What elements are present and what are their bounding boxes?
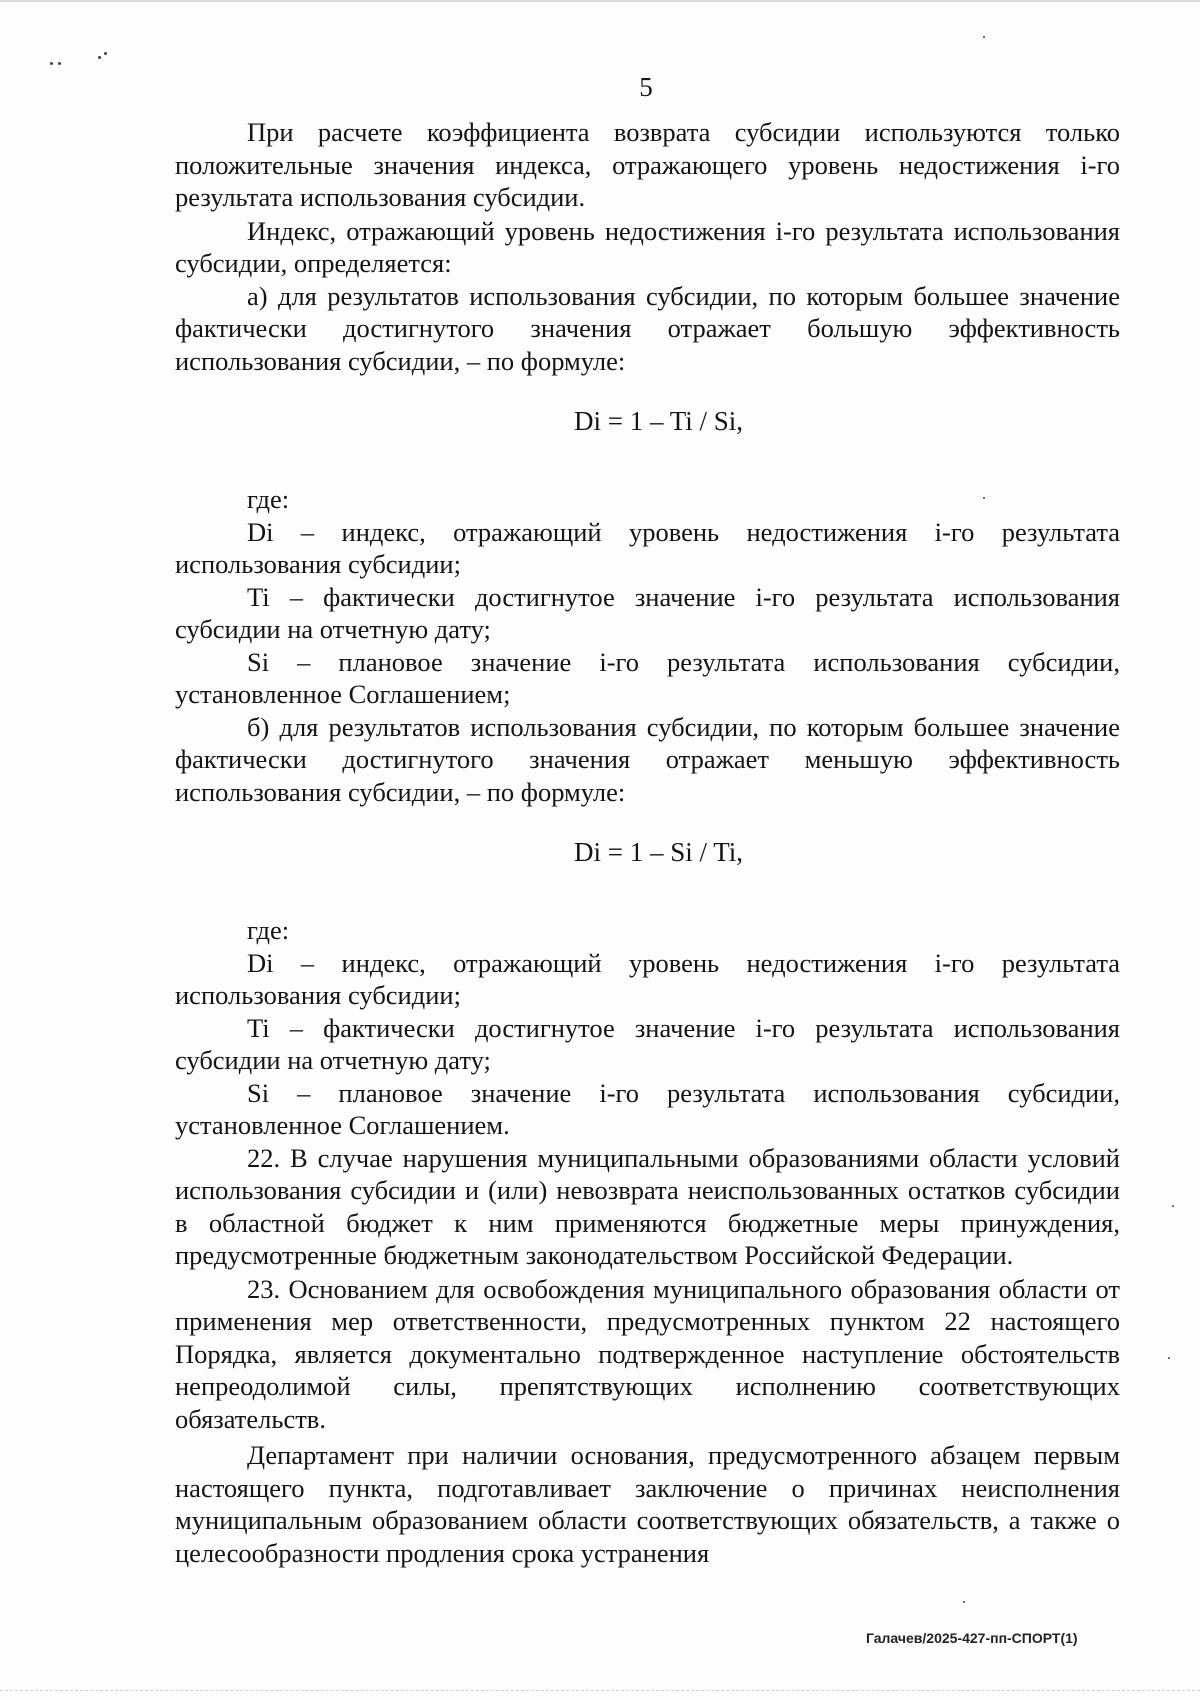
scan-speck <box>1168 1357 1170 1359</box>
scan-speck <box>963 1601 965 1603</box>
paragraph-22: 22. В случае нарушения муниципальными образованиями области условий использования субсидии и (или) невозврата неиспользованных остатков субсидии в областной бюджет к ним применяются бюджетные меры принуждения, предусмотренные бюджетным законодательством Российской Федерации. <box>175 1142 1120 1270</box>
definition-a-ti: Ti – фактически достигнутое значение i-го результата использования субсидии на отчетную дату; <box>175 581 1120 644</box>
paragraph-case-b: б) для результатов использования субсидии, по которым большее значение фактически достигнутого значения отражает меньшую эффективность использования субсидии, – по формуле: <box>175 711 1120 807</box>
definition-a-di: Di – индекс, отражающий уровень недостижения i-го результата использования субсидии; <box>175 516 1120 579</box>
scan-top-edge <box>0 0 1200 2</box>
definition-a-si: Si – плановое значение i-го результата использования субсидии, установленное Соглашением; <box>175 646 1120 709</box>
scan-bottom-edge <box>0 1690 1200 1692</box>
paragraph-department: Департамент при наличии основания, предусмотренного абзацем первым настоящего пункта, подготавливает заключение о причинах неисполнения муниципальным образованием области соответствующих обязательств, а также о целесообразности продления срока устранения <box>175 1440 1120 1568</box>
formula-a: Di = 1 – Ti / Si, <box>573 406 744 436</box>
document-body <box>175 116 1120 1569</box>
scan-speck <box>104 52 107 55</box>
page-number: 5 <box>639 72 653 102</box>
scan-speck <box>983 36 985 38</box>
footer-document-stamp: Галачев/2025-427-пп-СПОРТ(1) <box>866 1630 1078 1646</box>
definition-b-si: Si – плановое значение i-го результата использования субсидии, установленное Соглашением. <box>175 1077 1120 1140</box>
scan-speck <box>58 62 61 65</box>
where-label-a: где: <box>247 484 290 514</box>
definition-b-ti: Ti – фактически достигнутое значение i-го результата использования субсидии на отчетную дату; <box>175 1012 1120 1075</box>
paragraph-23: 23. Основанием для освобождения муниципального образования области от применения мер ответственности, предусмотренных пунктом 22 настоящего Порядка, является документально подтвержденное наступление обстоятельств непреодолимой силы, препятствующих исполнению соответствующих обязательств. <box>175 1273 1120 1434</box>
paragraph-coefficient-note: При расчете коэффициента возврата субсидии используются только положительные значения индекса, отражающего уровень недостижения i-го результата использования субсидии. <box>175 117 1120 212</box>
scan-speck <box>1172 1205 1174 1207</box>
scan-speck <box>50 62 53 65</box>
where-label-b: где: <box>247 915 290 945</box>
scan-speck <box>98 56 101 59</box>
paragraph-case-a: а) для результатов использования субсидии, по которым большее значение фактически достигнутого значения отражает большую эффективность использования субсидии, – по формуле: <box>175 280 1120 376</box>
definition-b-di: Di – индекс, отражающий уровень недостижения i-го результата использования субсидии; <box>175 947 1120 1010</box>
paragraph-index-definition: Индекс, отражающий уровень недостижения i-го результата использования субсидии, определяется: <box>175 215 1120 278</box>
formula-b: Di = 1 – Si / Ti, <box>573 837 744 867</box>
